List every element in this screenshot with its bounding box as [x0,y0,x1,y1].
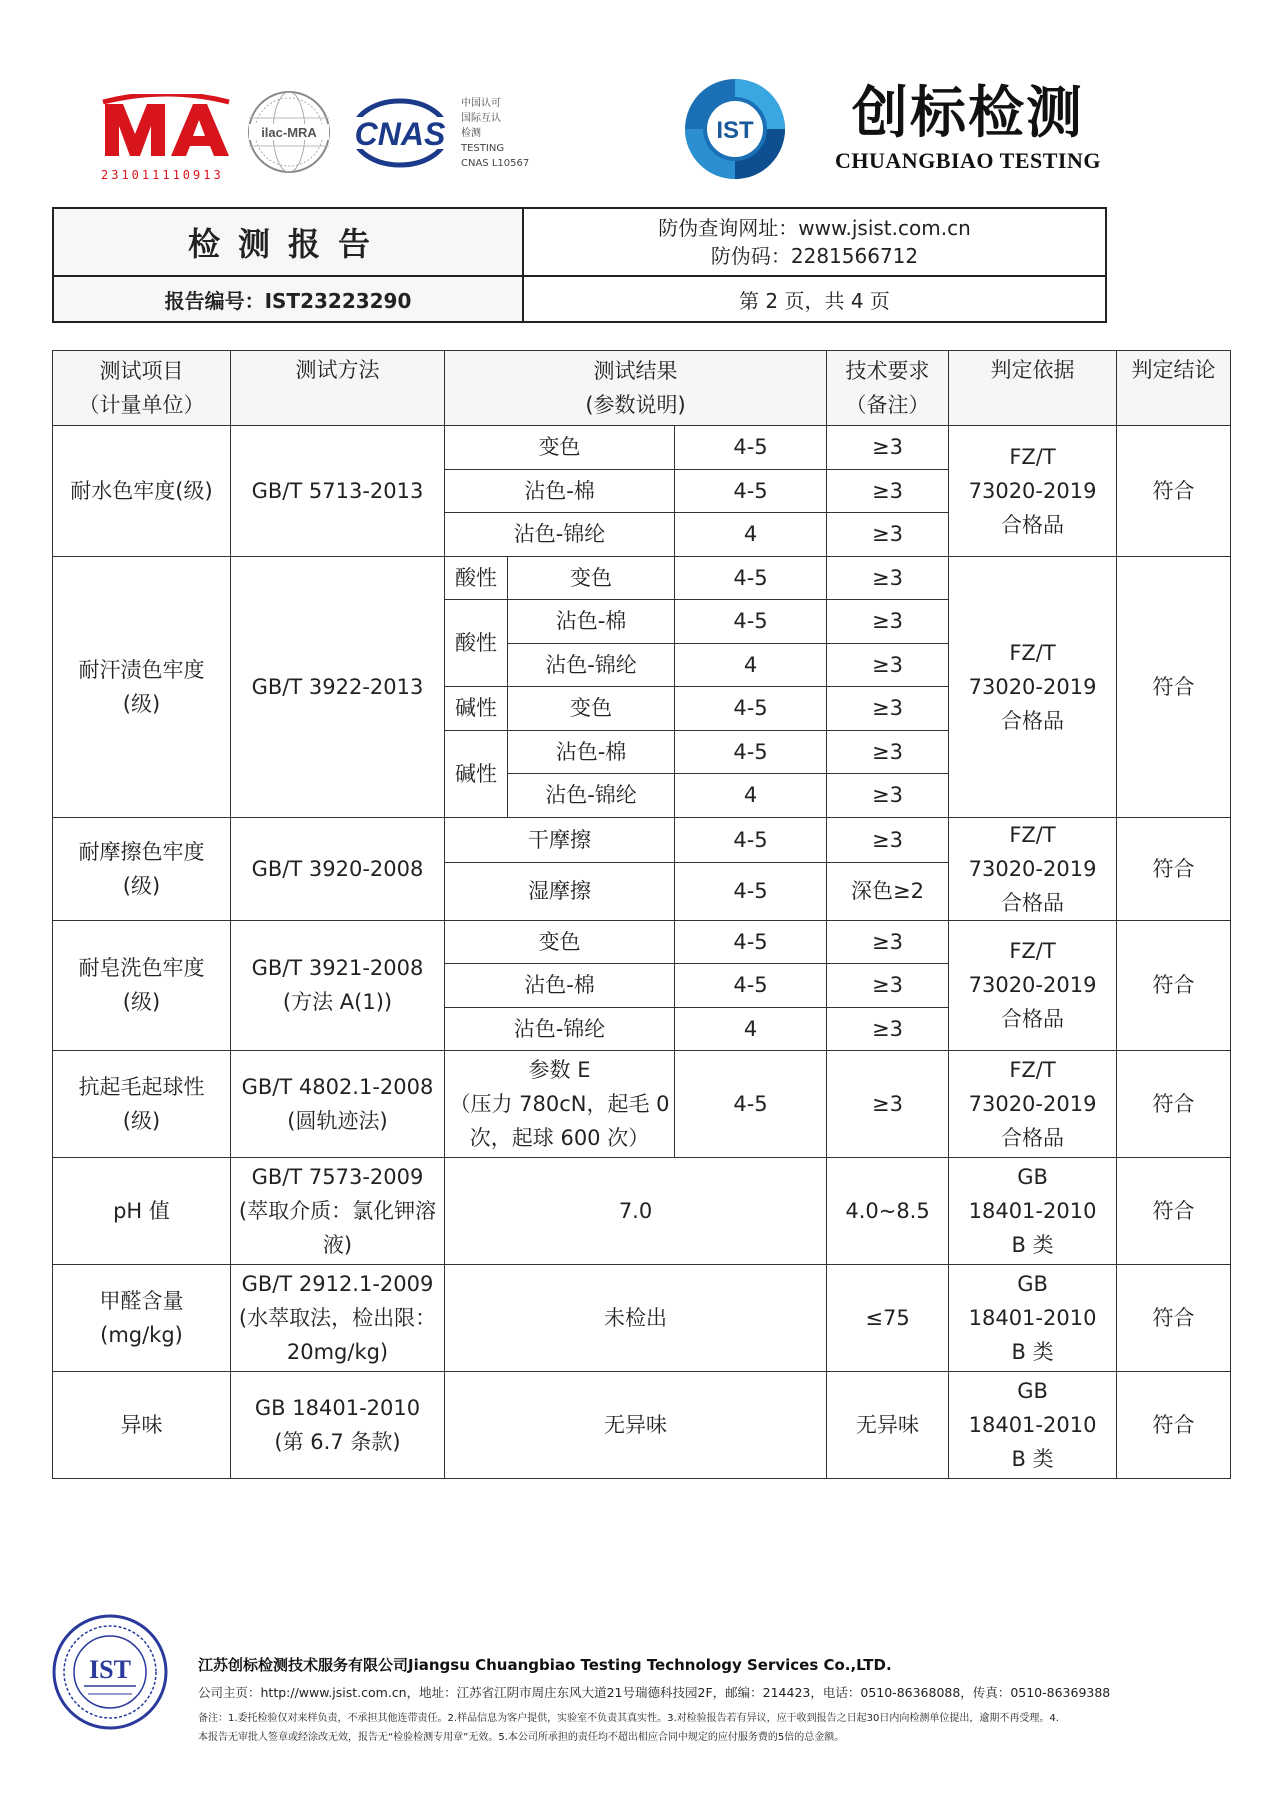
requirement-cell: ≥3 [827,964,949,1008]
brand-name-en: CHUANGBIAO TESTING [835,148,1101,173]
result-value: 4-5 [675,964,827,1008]
cnas-description [461,96,529,171]
result-value: 4-5 [675,730,827,774]
cma-logo [101,94,231,182]
table-row [53,817,1231,863]
footer-address: 公司主页：http://www.jsist.com.cn，地址：江苏省江阴市周庄东风大道21号瑞德科技园2F，邮编：214423，电话：0510-86368088，传真：0510-86369388 [198,1685,1111,1700]
conclusion-cell: 符合 [1117,1051,1231,1158]
report-title-cell [53,208,523,276]
requirement-cell: ≥3 [827,600,949,644]
result-value: 4 [675,643,827,687]
footer-company: 江苏创标检测技术服务有限公司Jiangsu Chuangbiao Testing Technology Services Co.,LTD. [198,1656,892,1674]
item-cell: 抗起毛起球性 (级) [53,1051,231,1158]
result-label: 参数 E （压力 780cN，起毛 0 次，起球 600 次） [445,1051,675,1158]
basis-cell: FZ/T 73020-2019 合格品 [949,1051,1117,1158]
header-basis: 判定依据 [949,351,1117,426]
footer-note-line: 本报告无审批人签章或经涂改无效，报告无“检验检测专用章”无效。5.本公司所承担的责任均不超出相应合同中规定的应付服务费的5倍的总金额。 [198,1732,845,1743]
result-label: 沾色-锦纶 [445,1007,675,1051]
cnas-label: CNAS [354,116,446,152]
result-value: 4-5 [675,1051,827,1158]
result-value: 4-5 [675,687,827,731]
result-label: 沾色-棉 [508,730,675,774]
ilac-globe-icon [245,88,333,176]
method-cell: GB 18401-2010 (第 6.7 条款) [231,1372,445,1479]
result-value: 4-5 [675,469,827,513]
requirement-cell: ≥3 [827,1007,949,1051]
conclusion-cell: 符合 [1117,817,1231,920]
acid-label: 酸性 [445,556,508,600]
item-cell: pH 值 [53,1158,231,1265]
method-cell: GB/T 4802.1-2008 (圆轨迹法) [231,1051,445,1158]
requirement-cell: ≥3 [827,730,949,774]
basis-cell: GB 18401-2010 B 类 [949,1372,1117,1479]
method-cell: GB/T 3920-2008 [231,817,445,920]
requirement-cell: ≥3 [827,469,949,513]
result-label: 沾色-锦纶 [508,643,675,687]
cnas-text-line: TESTING [461,143,505,154]
footer-note-line: 备注：1.委托检验仅对来样负责，不承担其他连带责任。2.样品信息为客户提供，实验室不负责其真实性。3.对检验报告若有异议，应于收到报告之日起30日内向检测单位提出，逾期不再受理。4. [198,1713,1059,1724]
basis-cell: FZ/T 73020-2019 合格品 [949,426,1117,557]
result-label: 沾色-棉 [508,600,675,644]
ist-label: IST [716,117,754,144]
page-info-cell [523,276,1106,322]
item-cell: 甲醛含量 (mg/kg) [53,1265,231,1372]
result-label: 沾色-锦纶 [445,513,675,557]
result-label: 沾色-棉 [445,964,675,1008]
conclusion-cell: 符合 [1117,1265,1231,1372]
basis-cell: FZ/T 73020-2019 合格品 [949,920,1117,1051]
cnas-text-line: 检测 [461,128,481,139]
table-row [53,920,1231,964]
item-cell: 耐皂洗色牢度 (级) [53,920,231,1051]
conclusion-cell: 符合 [1117,920,1231,1051]
basis-cell: GB 18401-2010 B 类 [949,1158,1117,1265]
result-value: 无异味 [445,1372,827,1479]
result-value: 4-5 [675,426,827,470]
ist-seal-icon [50,1612,170,1732]
requirement-cell: 4.0~8.5 [827,1158,949,1265]
method-cell: GB/T 3921-2008 (方法 A(1)) [231,920,445,1051]
footer-note [198,1709,1228,1747]
cnas-text-line: 国际互认 [461,113,501,124]
result-value: 4-5 [675,600,827,644]
result-label: 干摩擦 [445,817,675,863]
report-number-cell [53,276,523,322]
conclusion-cell: 符合 [1117,1372,1231,1479]
acid-label: 酸性 [445,600,508,687]
alkali-label: 碱性 [445,730,508,817]
basis-cell: FZ/T 73020-2019 合格品 [949,556,1117,817]
result-value: 4 [675,1007,827,1051]
item-cell: 异味 [53,1372,231,1479]
seal-label: IST [89,1655,131,1684]
header-item: 测试项目 （计量单位） [53,351,231,426]
table-row [53,1051,1231,1158]
conclusion-cell: 符合 [1117,556,1231,817]
item-cell: 耐汗渍色牢度 (级) [53,556,231,817]
requirement-cell: ≥3 [827,817,949,863]
header-requirement: 技术要求 （备注） [827,351,949,426]
conclusion-cell: 符合 [1117,426,1231,557]
result-value: 4 [675,774,827,818]
result-label: 沾色-棉 [445,469,675,513]
result-value: 未检出 [445,1265,827,1372]
alkali-label: 碱性 [445,687,508,731]
method-cell: GB/T 3922-2013 [231,556,445,817]
table-row [53,1158,1231,1265]
report-header-box [52,207,1107,323]
brand-name-cn: 创标检测 [852,80,1084,146]
report-number: 报告编号：IST23223290 [164,288,412,313]
cma-number: 231011110913 [101,168,224,182]
method-cell: GB/T 5713-2013 [231,426,445,557]
requirement-cell: ≥3 [827,1051,949,1158]
item-cell: 耐水色牢度(级) [53,426,231,557]
requirement-cell: ≥3 [827,426,949,470]
requirement-cell: ≥3 [827,687,949,731]
requirement-cell: ≥3 [827,920,949,964]
table-row [53,556,1231,600]
ist-logo [680,74,790,184]
cnas-mark-icon [345,93,455,173]
query-site: 防伪查询网址：www.jsist.com.cn [658,216,971,240]
ilac-label: ilac-MRA [261,125,317,140]
result-value: 4-5 [675,817,827,863]
header-method: 测试方法 [231,351,445,426]
requirement-cell: ≥3 [827,513,949,557]
result-label: 沾色-锦纶 [508,774,675,818]
cnas-logo [345,93,455,173]
table-header-row [53,351,1231,426]
report-title: 检测报告 [187,225,388,263]
result-label: 变色 [445,920,675,964]
anti-fake-code: 防伪码：2281566712 [710,244,919,268]
requirement-cell: ≥3 [827,774,949,818]
cma-mark-icon [101,94,231,166]
ist-swirl-icon [680,74,790,184]
method-cell: GB/T 7573-2009 (萃取介质：氯化钾溶 液) [231,1158,445,1265]
page-info: 第 2 页，共 4 页 [739,288,890,313]
basis-cell: FZ/T 73020-2019 合格品 [949,817,1117,920]
anti-fake-cell [523,208,1106,276]
result-value: 7.0 [445,1158,827,1265]
test-results-table [52,350,1231,1479]
table-row [53,1372,1231,1479]
header-conclusion: 判定结论 [1117,351,1231,426]
basis-cell: GB 18401-2010 B 类 [949,1265,1117,1372]
header-result: 测试结果 (参数说明) [445,351,827,426]
requirement-cell: ≤75 [827,1265,949,1372]
table-row [53,426,1231,470]
result-value: 4-5 [675,556,827,600]
footer [198,1654,1228,1747]
item-cell: 耐摩擦色牢度 (级) [53,817,231,920]
conclusion-cell: 符合 [1117,1158,1231,1265]
logo-area [95,80,1105,188]
result-label: 湿摩擦 [445,863,675,920]
result-value: 4-5 [675,920,827,964]
method-cell: GB/T 2912.1-2009 (水萃取法，检出限： 20mg/kg) [231,1265,445,1372]
result-value: 4-5 [675,863,827,920]
brand [828,78,1108,174]
cnas-text-line: 中国认可 [461,98,501,109]
result-value: 4 [675,513,827,557]
requirement-cell: ≥3 [827,643,949,687]
cnas-text-line: CNAS L10567 [461,158,530,169]
requirement-cell: 无异味 [827,1372,949,1479]
company-seal [50,1612,170,1732]
requirement-cell: 深色≥2 [827,863,949,920]
requirement-cell: ≥3 [827,556,949,600]
table-row [53,1265,1231,1372]
result-label: 变色 [445,426,675,470]
result-label: 变色 [508,687,675,731]
result-label: 变色 [508,556,675,600]
ilac-mra-logo [245,88,333,176]
